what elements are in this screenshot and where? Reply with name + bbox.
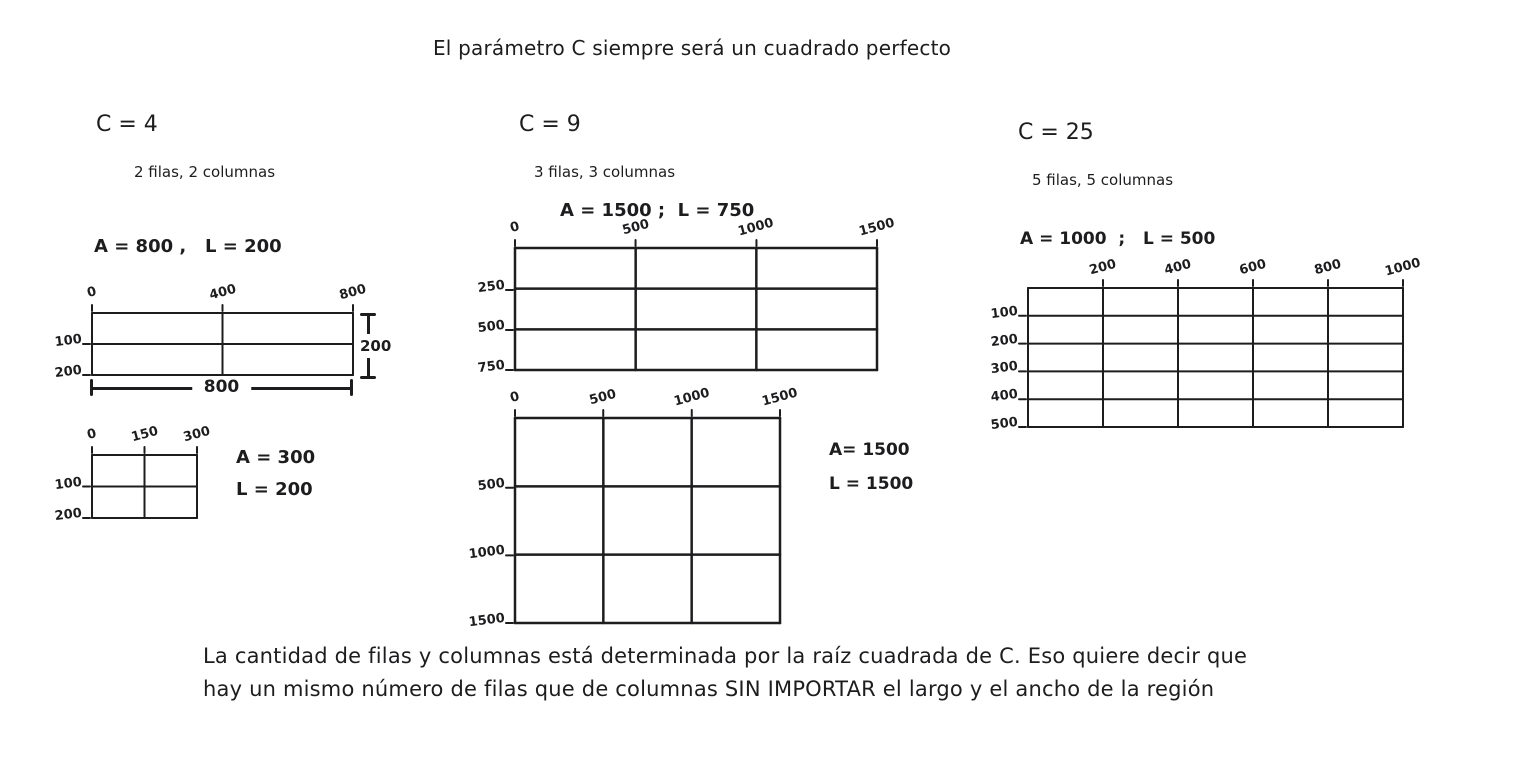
c25-grid-x-tick-800: 800 bbox=[1312, 256, 1343, 279]
c4-width-dimension-label: 800 bbox=[192, 377, 252, 397]
c4-height-dimension-bottom-cap bbox=[360, 376, 376, 379]
c9-square-area-label: A= 1500 bbox=[829, 440, 910, 460]
c25-grid-lines bbox=[958, 254, 1447, 443]
c25-grid-x-tick-200: 200 bbox=[1087, 256, 1118, 279]
c4-height-dimension-label: 200 bbox=[359, 334, 392, 358]
c4-small-grid-y-tick-100: 100 bbox=[53, 474, 83, 493]
section-c4-subtitle: 2 filas, 2 columnas bbox=[134, 163, 276, 181]
c25-grid bbox=[958, 254, 1447, 443]
c9-square-grid-x-tick-1500: 1500 bbox=[760, 385, 800, 410]
c9-wide-grid-y-tick-500: 500 bbox=[476, 317, 506, 337]
section-c4-heading: C = 4 bbox=[96, 112, 158, 137]
section-c25-subtitle: 5 filas, 5 columnas bbox=[1032, 171, 1174, 189]
c25-grid-x-tick-1000: 1000 bbox=[1383, 255, 1423, 280]
c4-main-grid bbox=[22, 279, 397, 391]
c25-grid-x-tick-600: 600 bbox=[1237, 256, 1268, 279]
c4-width-dimension bbox=[90, 378, 353, 398]
c9-square-grid bbox=[445, 384, 824, 639]
c4-width-dimension-left-tick bbox=[90, 379, 93, 396]
c9-wide-grid-x-tick-500: 500 bbox=[620, 216, 651, 239]
c9-wide-grid-x-tick-0: 0 bbox=[508, 219, 522, 236]
c9-square-grid-x-tick-500: 500 bbox=[588, 386, 619, 409]
c25-grid-y-tick-500: 500 bbox=[989, 414, 1019, 434]
c4-small-grid-x-tick-300: 300 bbox=[181, 423, 212, 446]
c4-height-dimension-top-cap bbox=[360, 313, 376, 316]
c4-width-dimension-right-tick bbox=[350, 379, 353, 396]
footer-line-2: hay un mismo número de filas que de columnas SIN IMPORTAR el largo y el ancho de la región bbox=[203, 677, 1215, 701]
c9-square-grid-x-tick-0: 0 bbox=[508, 389, 522, 406]
c4-height-dimension bbox=[358, 313, 396, 379]
section-c25-heading: C = 25 bbox=[1018, 120, 1094, 145]
c25-grid-y-tick-100: 100 bbox=[989, 303, 1019, 322]
c9-square-grid-lines bbox=[445, 384, 824, 639]
c4-main-grid-x-tick-400: 400 bbox=[207, 281, 238, 304]
c25-grid-y-tick-300: 300 bbox=[989, 359, 1019, 378]
c4-small-grid-x-tick-0: 0 bbox=[85, 426, 99, 443]
footer-line-1: La cantidad de filas y columnas está determinada por la raíz cuadrada de C. Eso quiere decir que bbox=[203, 644, 1248, 668]
c4-main-grid-x-tick-0: 0 bbox=[85, 284, 99, 301]
c9-square-grid-x-tick-1000: 1000 bbox=[672, 385, 712, 410]
section-c25-params: A = 1000 ; L = 500 bbox=[1020, 229, 1216, 249]
c9-square-length-label: L = 1500 bbox=[829, 474, 914, 494]
c4-small-grid-x-tick-150: 150 bbox=[129, 423, 160, 446]
section-c4-params: A = 800 , L = 200 bbox=[94, 236, 282, 257]
c9-square-grid-y-tick-1000: 1000 bbox=[467, 543, 506, 563]
c25-grid-y-tick-400: 400 bbox=[989, 387, 1019, 406]
c9-wide-grid-y-tick-250: 250 bbox=[476, 277, 506, 297]
c9-wide-grid-y-tick-750: 750 bbox=[476, 357, 506, 377]
c25-grid-x-tick-400: 400 bbox=[1162, 256, 1193, 279]
c9-wide-grid-x-tick-1000: 1000 bbox=[736, 215, 776, 240]
c4-small-length-label: L = 200 bbox=[236, 479, 313, 500]
c9-wide-grid-lines bbox=[445, 214, 921, 386]
c4-small-grid bbox=[22, 421, 241, 534]
c9-wide-grid-x-tick-1500: 1500 bbox=[857, 215, 897, 240]
c9-square-grid-y-tick-500: 500 bbox=[476, 475, 506, 494]
section-c9-subtitle: 3 filas, 3 columnas bbox=[534, 163, 676, 181]
c9-wide-grid bbox=[445, 214, 921, 386]
c4-small-grid-y-tick-200: 200 bbox=[53, 505, 83, 525]
c9-square-grid-y-tick-1500: 1500 bbox=[467, 610, 506, 631]
section-c9-params: A = 1500 ; L = 750 bbox=[560, 200, 755, 221]
section-c9-heading: C = 9 bbox=[519, 112, 581, 137]
c4-small-area-label: A = 300 bbox=[236, 447, 316, 468]
c4-main-grid-y-tick-100: 100 bbox=[53, 331, 83, 351]
page-title: El parámetro C siempre será un cuadrado perfecto bbox=[432, 36, 952, 60]
c4-main-grid-y-tick-200: 200 bbox=[53, 362, 83, 382]
c4-main-grid-x-tick-800: 800 bbox=[337, 281, 368, 304]
c25-grid-y-tick-200: 200 bbox=[989, 331, 1019, 350]
